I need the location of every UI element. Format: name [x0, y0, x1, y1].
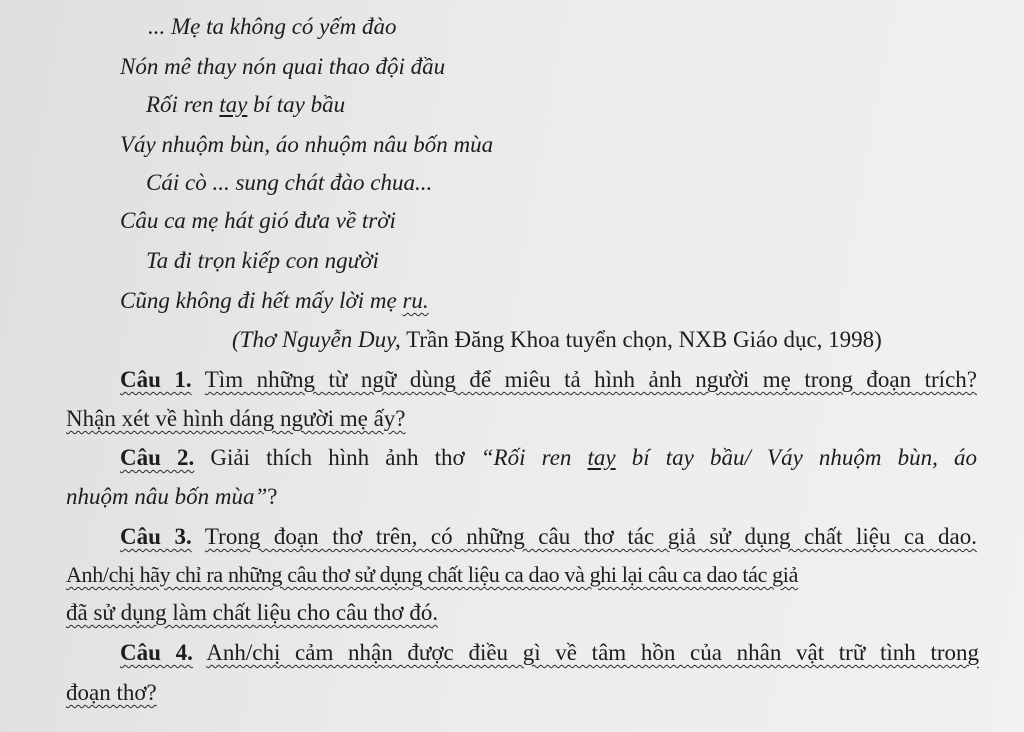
question-2-quote-a: “Rối ren: [480, 445, 588, 470]
poem-line-3-end: bí tay bầu: [247, 92, 346, 117]
question-2-label: Câu 2.: [120, 445, 195, 470]
question-1-text-1: Tìm những từ ngữ dùng để miêu tả hình ảnh người mẹ trong đoạn trích?: [204, 367, 977, 392]
poem-line-5: Cái cò ... sung chát đào chua...: [146, 170, 433, 195]
poem-line-6: Câu ca mẹ hát gió đưa về trời: [120, 208, 396, 233]
question-3-line-3: [66, 598, 438, 628]
question-3-text-1: Trong đoạn thơ trên, có những câu thơ tác giả sử dụng chất liệu ca dao.: [204, 524, 977, 549]
question-3-text-2: Anh/chị hãy chỉ ra những câu thơ sử dụng chất liệu ca dao và ghi lại câu ca dao tác giả: [66, 562, 798, 587]
question-1-line-1: [120, 365, 977, 395]
question-2-line-1: [120, 443, 977, 473]
source-citation: [232, 325, 882, 355]
poem-line-8-start: Cũng không đi hết mấy lời mẹ: [120, 288, 403, 313]
poem-word-tay: tay: [219, 92, 248, 117]
poem-word-ru: ru.: [402, 288, 429, 313]
poem-line-8: [120, 286, 429, 316]
question-2-line-2: [66, 482, 277, 512]
question-4-label: Câu 4.: [120, 640, 193, 665]
poem-line-2: Nón mê thay nón quai thao đội đầu: [120, 54, 446, 79]
poem-line-3-start: Rối ren: [146, 92, 220, 117]
question-1-text-2: Nhận xét về hình dáng người mẹ ấy?: [66, 406, 406, 431]
question-2-text-1: Giải thích hình ảnh thơ: [210, 445, 481, 470]
question-2-quote-b: bí tay bầu/ Váy nhuộm bùn, áo: [615, 445, 978, 470]
source-author: (Thơ Nguyễn Duy,: [232, 327, 401, 352]
question-3-label: Câu 3.: [120, 524, 192, 549]
question-2-word-tay: tay: [587, 445, 616, 470]
question-2-end: ?: [267, 484, 278, 509]
question-1-line-2: [66, 404, 406, 434]
poem-line-7: Ta đi trọn kiếp con người: [146, 248, 379, 273]
question-4-line-2: [66, 678, 157, 708]
poem-line-1: ... Mẹ ta không có yếm đào: [148, 14, 397, 39]
question-1-label: Câu 1.: [120, 367, 192, 392]
question-3-line-1: [120, 522, 977, 552]
question-4-line-1: [120, 638, 979, 668]
source-details: Trần Đăng Khoa tuyển chọn, NXB Giáo dục, 1998): [400, 327, 882, 352]
poem-line-4: Váy nhuộm bùn, áo nhuộm nâu bốn mùa: [120, 132, 494, 157]
poem-line-3: [146, 90, 345, 120]
question-4-text-2: đoạn thơ?: [66, 680, 157, 705]
question-3-text-3: đã sử dụng làm chất liệu cho câu thơ đó.: [66, 600, 439, 625]
question-2-quote-c: nhuộm nâu bốn mùa”: [66, 484, 268, 509]
question-4-text-1: Anh/chị cảm nhận được điều gì về tâm hồn của nhân vật trữ tình trong: [206, 640, 980, 665]
question-3-line-2: [66, 560, 798, 590]
